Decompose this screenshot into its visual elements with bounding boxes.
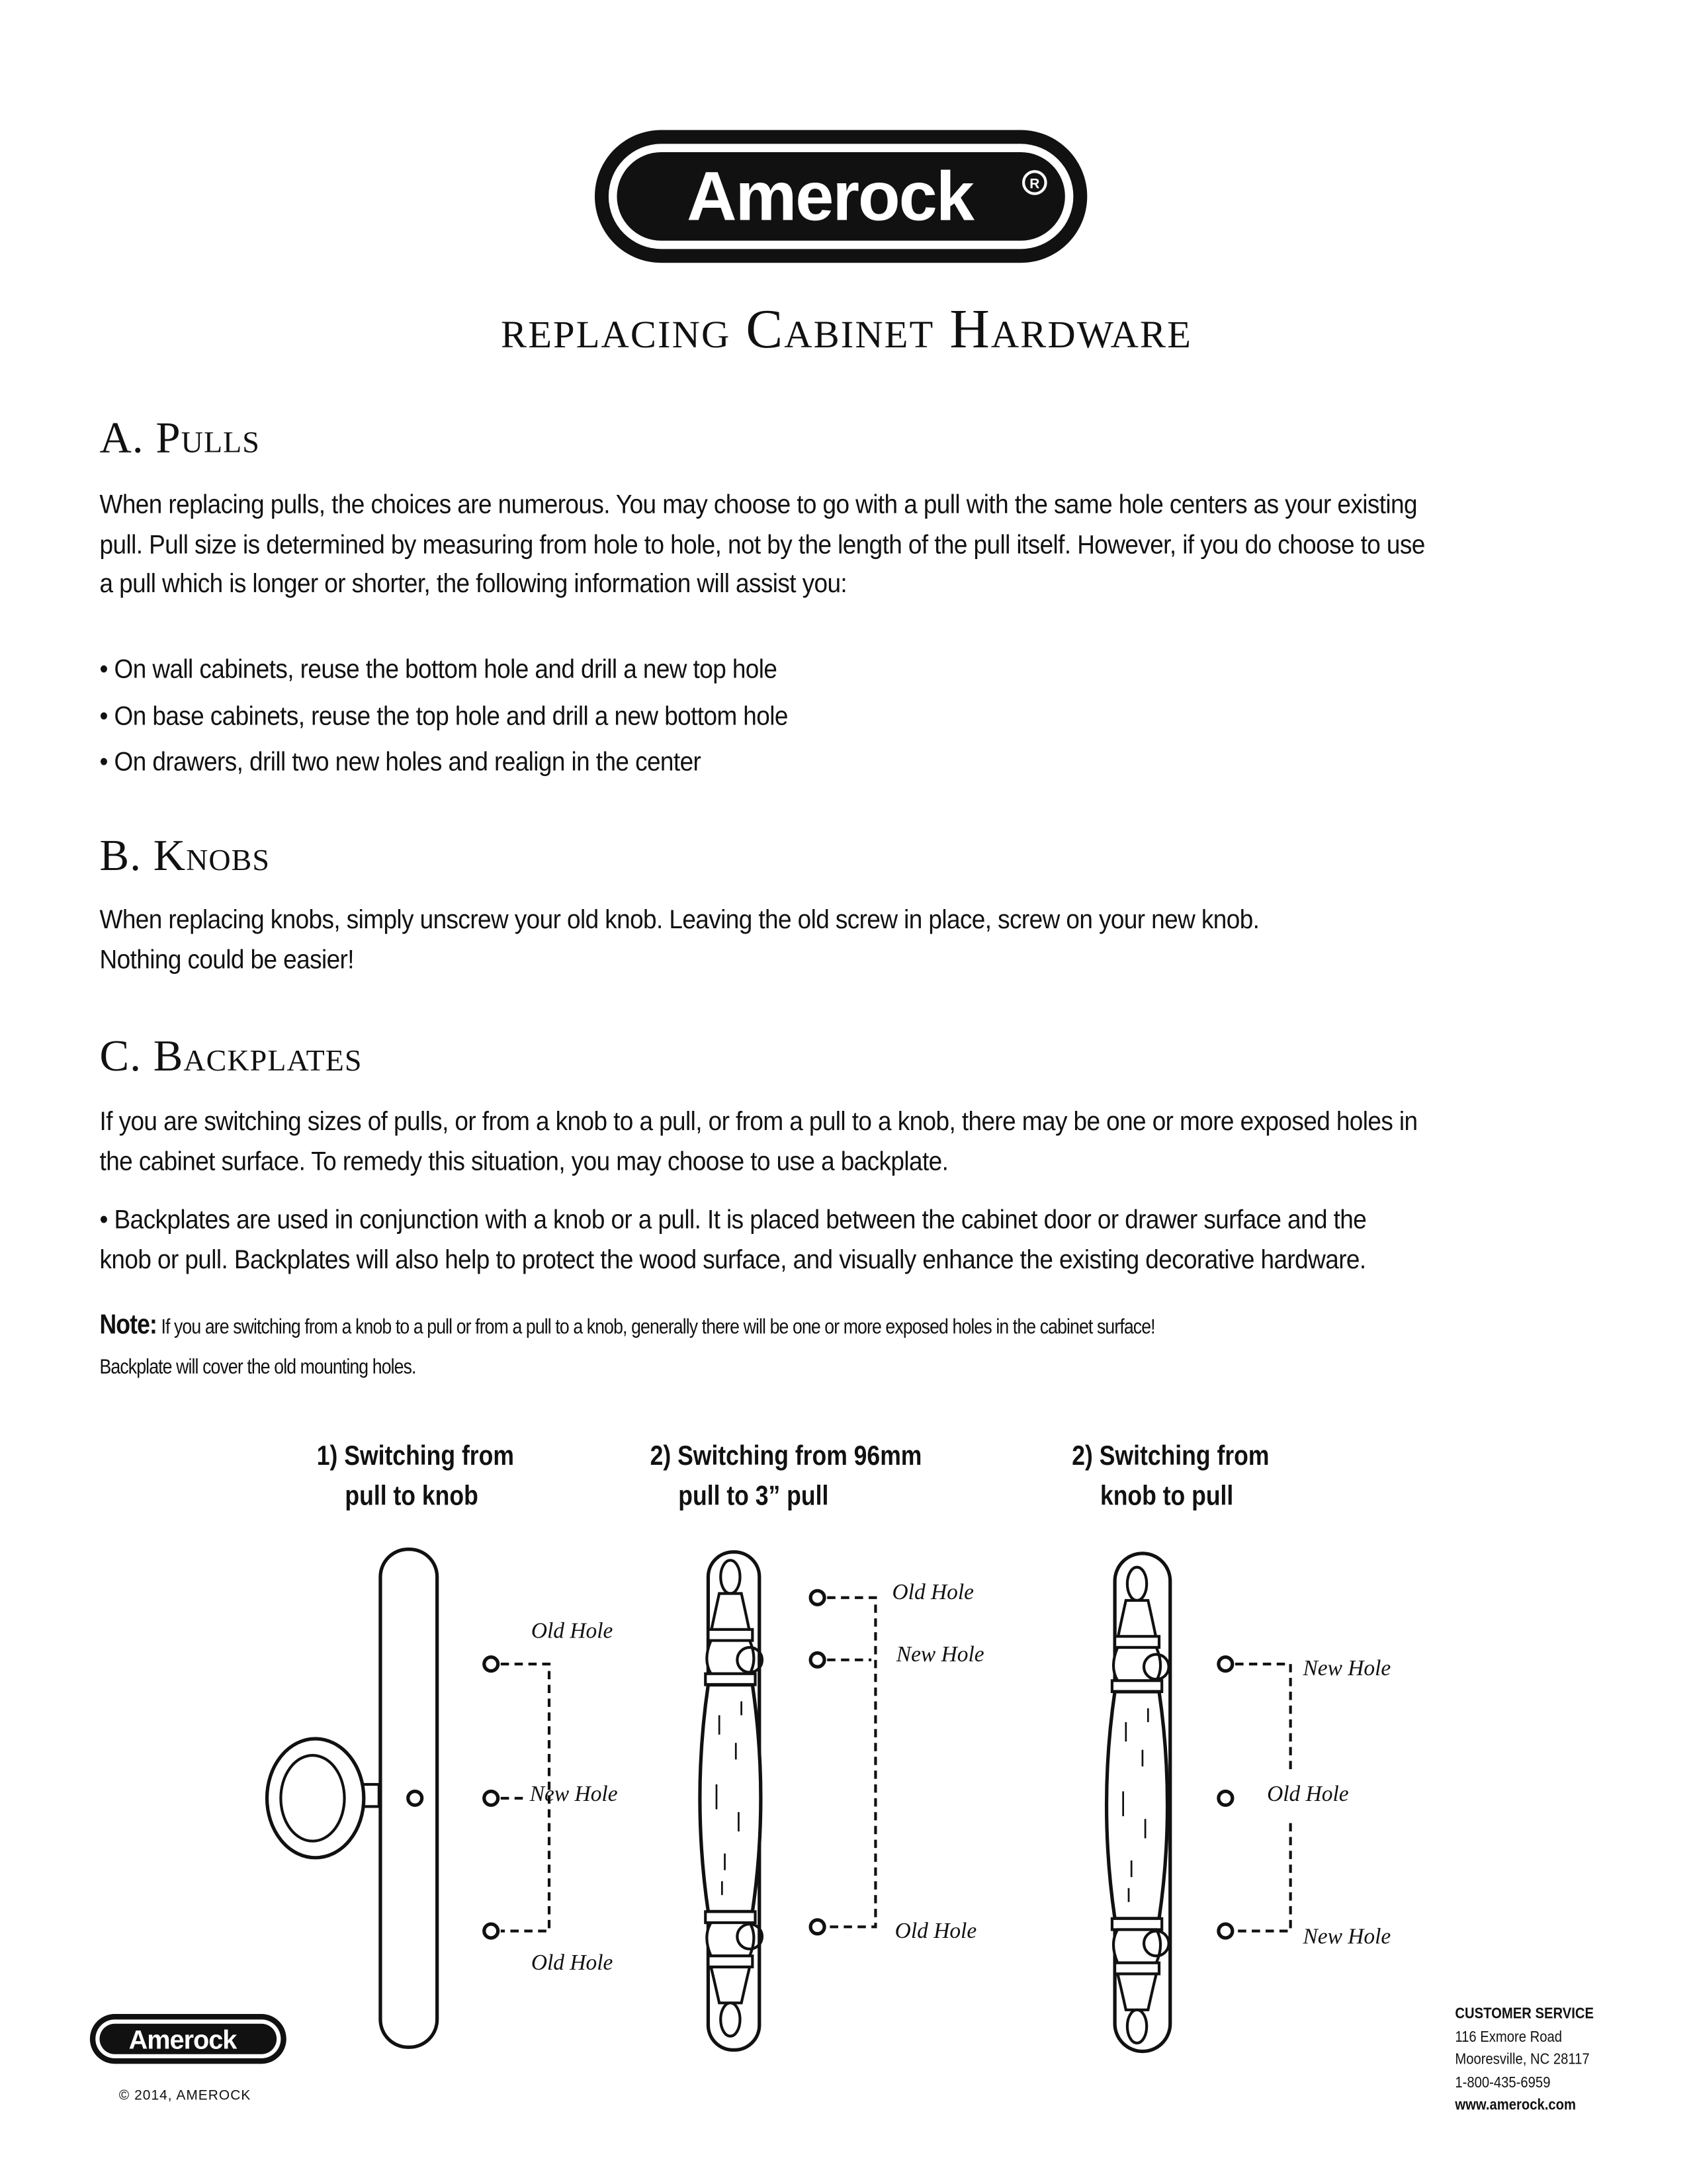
text-line: If you are switching sizes of pulls, or from a knob to a pull, or from a pull to a knob, there may be one or more exposed holes in — [99, 1108, 1418, 1137]
section-heading-backplates: C. Backplates — [99, 1030, 363, 1080]
amerock-footer-logo — [89, 2013, 288, 2065]
section-heading-pulls: A. Pulls — [99, 412, 260, 462]
website-link[interactable]: www.amerock.com — [1455, 2097, 1577, 2114]
text-line: When replacing pulls, the choices are numerous. You may choose to go with a pull with the same hole centers as your existing — [99, 491, 1418, 521]
address-line: 116 Exmore Road — [1455, 2029, 1563, 2046]
diagram-1-heading — [317, 1437, 514, 1517]
note-text: Backplate will cover the old mounting holes. — [99, 1355, 416, 1379]
svg-text:R: R — [1029, 176, 1040, 192]
text-line: knob or pull. Backplates will also help to protect the wood surface, and visually enhance the existing decorative hardware. — [99, 1245, 1366, 1275]
heading-line: pull to knob — [345, 1481, 478, 1512]
hole-label: Old Hole — [531, 1618, 613, 1643]
page-title: replacing Cabinet Hardware — [501, 297, 1192, 360]
text-line: the cabinet surface. To remedy this situation, you may choose to use a backplate. — [99, 1147, 949, 1177]
bullet-item: • On drawers, drill two new holes and realign in the center — [99, 748, 701, 777]
svg-text:Amerock: Amerock — [128, 2025, 237, 2055]
hole-label: Old Hole — [894, 1919, 977, 1944]
backplates-bullet — [100, 1202, 1489, 1281]
hole-label: Old Hole — [531, 1950, 613, 1976]
section-heading-knobs: B. Knobs — [99, 830, 270, 880]
customer-service-heading: CUSTOMER SERVICE — [1455, 2005, 1594, 2023]
hole-label: New Hole — [1303, 1924, 1391, 1949]
diagram-pull-to-knob — [267, 1550, 618, 2048]
backplates-paragraph — [100, 1104, 1489, 1182]
hole-label: Old Hole — [892, 1579, 975, 1604]
heading-line: 1) Switching from — [316, 1441, 514, 1472]
hole-label: Old Hole — [1267, 1782, 1349, 1807]
customer-service-block — [1455, 2003, 1594, 2117]
hole-label: New Hole — [896, 1641, 984, 1667]
diagrams — [0, 1522, 1693, 2075]
copyright: © 2014, AMEROCK — [118, 2088, 251, 2104]
diagram-2-heading — [650, 1437, 922, 1517]
text-line: • Backplates are used in conjunction with a knob or a pull. It is placed between the cabinet door or drawer surface and the — [99, 1206, 1367, 1235]
pulls-bullets — [100, 647, 1489, 786]
bullet-item: • On base cabinets, reuse the top hole and drill a new bottom hole — [99, 702, 788, 731]
hole-label: New Hole — [1303, 1655, 1391, 1681]
heading-line: pull to 3” pull — [678, 1481, 829, 1512]
note — [100, 1306, 1155, 1387]
heading-line: knob to pull — [1100, 1481, 1234, 1512]
diagram-knob-to-pull — [1107, 1553, 1391, 2052]
pulls-paragraph — [100, 487, 1489, 605]
text-line: pull. Pull size is determined by measuring from hole to hole, not by the length of the pull itself. However, if you do choose to use — [99, 530, 1425, 560]
text-line: Nothing could be easier! — [99, 945, 354, 975]
heading-line: 2) Switching from — [1072, 1441, 1270, 1472]
bullet-item: • On wall cabinets, reuse the bottom hole and drill a new top hole — [99, 655, 777, 685]
diagram-96mm-to-3in — [700, 1552, 984, 2050]
heading-line: 2) Switching from 96mm — [650, 1441, 922, 1472]
text-line: a pull which is longer or shorter, the following information will assist you: — [99, 570, 847, 599]
address-line: Mooresville, NC 28117 — [1455, 2051, 1590, 2068]
note-label: Note: — [99, 1309, 157, 1340]
note-text: If you are switching from a knob to a pull or from a pull to a knob, generally there will be one or more exposed holes in the cabinet surface! — [161, 1315, 1155, 1339]
phone-number: 1-800-435-6959 — [1455, 2074, 1551, 2091]
hole-label: New Hole — [529, 1782, 618, 1807]
text-line: When replacing knobs, simply unscrew your old knob. Leaving the old screw in place, screw on your new knob. — [99, 906, 1260, 936]
amerock-logo — [592, 127, 1090, 265]
svg-text:Amerock: Amerock — [687, 157, 973, 236]
diagram-3-heading — [1072, 1437, 1269, 1517]
knobs-paragraph — [100, 902, 1489, 981]
